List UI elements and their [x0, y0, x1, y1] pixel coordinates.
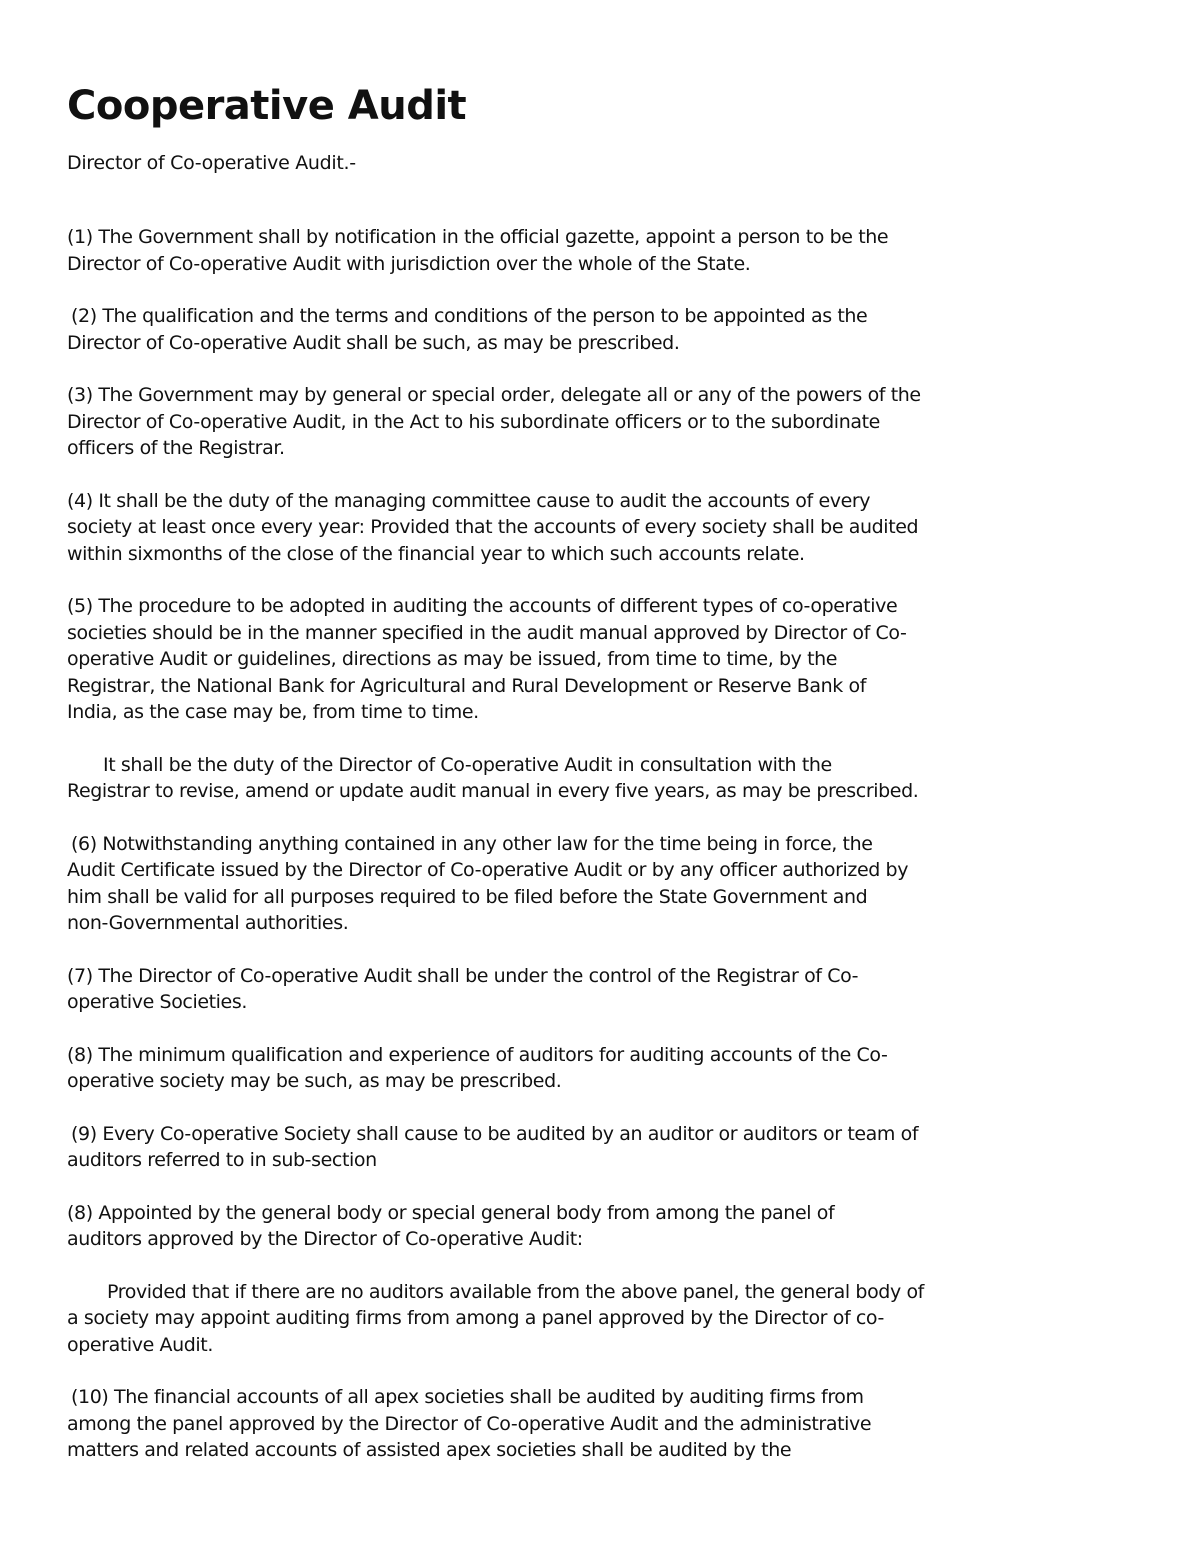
clause-1: (1) The Government shall by notification in the official gazette, appoint a person to be the Director of Co-operative Audit with jurisdiction over the whole of the State. [67, 226, 889, 275]
clause-5: (5) The procedure to be adopted in auditing the accounts of different types of co-operative societies should be in the manner specified in the audit manual approved by Director of Co- operative Audit or guidelines, directions as may be issued, from time to time, by the Registrar, the National Bank for Agricultural and Rural Development or Reserve Bank of India, as the case may be, from time to time. [67, 595, 907, 723]
clause-4: (4) It shall be the duty of the managing committee cause to audit the accounts of every society at least once every year: Provided that the accounts of every society shall be audited within sixmonths of the close of the financial year to which such accounts relate. [67, 489, 919, 565]
clause-5-continuation: It shall be the duty of the Director of Co-operative Audit in consultation with the Registrar to revise, amend or update audit manual in every five years, as may be prescribed. [67, 753, 919, 802]
document-page [67, 82, 1067, 1490]
clause-6: (6) Notwithstanding anything contained in any other law for the time being in force, the Audit Certificate issued by the Director of Co-operative Audit or by any officer authorized by him shall be valid for all purposes required to be filed before the State Government and non-Governmental authorities. [67, 832, 909, 934]
clause-7: (7) The Director of Co-operative Audit shall be under the control of the Registrar of Co- operative Societies. [67, 964, 859, 1013]
clause-3: (3) The Government may by general or special order, delegate all or any of the powers of the Director of Co-operative Audit, in the Act to his subordinate officers or to the subordinate officers of the Registrar. [67, 384, 921, 459]
section-heading: Director of Co-operative Audit.- [67, 152, 356, 174]
clause-9-continuation: (8) Appointed by the general body or special general body from among the panel of auditors approved by the Director of Co-operative Audit: [67, 1201, 835, 1250]
clause-2: (2) The qualification and the terms and conditions of the person to be appointed as the Director of Co-operative Audit shall be such, as may be prescribed. [67, 305, 868, 354]
clause-8: (8) The minimum qualification and experience of auditors for auditing accounts of the Co- operative society may be such, as may be prescribed. [67, 1043, 888, 1092]
document-title: Cooperative Audit [67, 83, 467, 129]
clause-9: (9) Every Co-operative Society shall cause to be audited by an auditor or auditors or team of auditors referred to in sub-section [67, 1122, 919, 1171]
clause-10: (10) The financial accounts of all apex societies shall be audited by auditing firms from among the panel approved by the Director of Co-operative Audit and the administrative matters and related accounts of assisted apex societies shall be audited by the [67, 1386, 872, 1461]
proviso: Provided that if there are no auditors available from the above panel, the general body of a society may appoint auditing firms from among a panel approved by the Director of co- operative Audit. [67, 1280, 924, 1356]
